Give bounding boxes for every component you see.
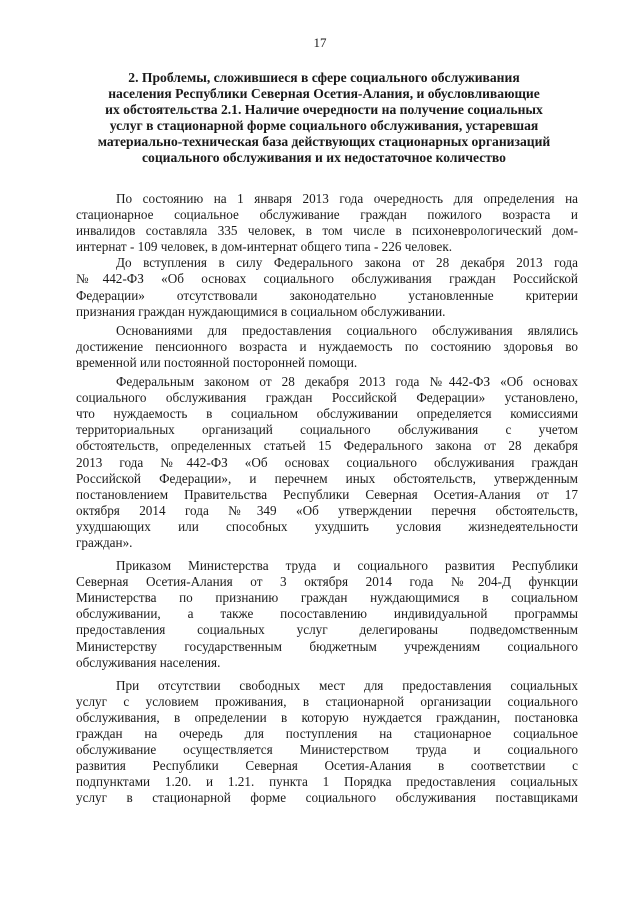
text-line: предоставления социальных услуг делегированы подведомственным xyxy=(76,622,578,638)
text-line: инвалидов составляла 335 человек, в том числе в психоневрологический дом- xyxy=(76,223,578,239)
text-line: обслуживания населения. xyxy=(76,654,221,670)
text-line: постановлением Правительства Республики Северная Осетия-Алания от 17 xyxy=(76,486,578,502)
paragraph xyxy=(76,374,578,551)
heading-line: 2. Проблемы, сложившиеся в сфере социального обслуживания xyxy=(128,70,520,85)
page-number: 17 xyxy=(313,35,327,50)
text-line: обслуживание осуществляется Министерством труда и социального xyxy=(76,742,578,758)
text-line: Министерства по признанию граждан нуждающимися в социальном xyxy=(76,590,578,606)
text-line: октября 2014 года №349 «Об утверждении перечня обстоятельств, xyxy=(76,502,578,518)
text-line: Основаниями для предоставления социального обслуживания являлись xyxy=(116,322,578,338)
text-line: Приказом Министерства труда и социального развития Республики xyxy=(116,558,578,574)
text-line: интернат - 109 человек, в дом-интернат общего типа - 226 человек. xyxy=(76,239,453,255)
paragraph xyxy=(76,255,578,319)
text-line: обслуживания, в определении в которую нуждается гражданин, постановка xyxy=(76,709,578,725)
text-line: При отсутствии свободных мест для предоставления социальных xyxy=(116,677,578,693)
text-line: 2013 года №442-ФЗ «Об основах социального обслуживания граждан xyxy=(76,454,578,470)
text-line: обстоятельств, определенных статьей 15 Федерального закона от 28 декабря xyxy=(76,438,578,454)
text-line: Российской Федерации», и перечнем иных обстоятельств, утвержденным xyxy=(76,470,578,486)
section-heading xyxy=(74,70,574,166)
text-line: Министерству государственным бюджетным учреждениям социального xyxy=(76,638,578,654)
paragraph xyxy=(76,323,578,371)
text-line: услуг в стационарной форме социального обслуживания поставщиками xyxy=(76,790,578,806)
text-line: ухудшающих или способных ухудшить условия жизнедеятельности xyxy=(76,518,578,534)
text-line: Федерации» отсутствовали законодательно установленные критерии xyxy=(76,287,578,303)
text-line: По состоянию на 1 января 2013 года очередность для определения на xyxy=(116,191,578,206)
heading-line: их обстоятельства 2.1. Наличие очередности на получение социальных xyxy=(105,102,543,117)
paragraph xyxy=(76,558,578,671)
heading-line: социального обслуживания и их недостаточное количество xyxy=(142,150,506,165)
paragraph xyxy=(76,191,578,255)
text-line: До вступления в силу Федерального закона от 28 декабря 2013 года xyxy=(116,255,578,271)
text-line: территориальных организаций социального обслуживания с учетом xyxy=(76,422,578,438)
text-line: социального обслуживания граждан Российской Федерации» установлено, xyxy=(76,390,578,406)
text-line: временной или постоянной посторонней помощи. xyxy=(76,354,358,370)
text-line: №442-ФЗ «Об основах социального обслуживания граждан Российской xyxy=(76,271,578,287)
text-line: что нуждаемость в социальном обслуживании определяется комиссиями xyxy=(76,406,578,422)
text-line: граждан на очередь для поступления на стационарное социальное xyxy=(76,726,578,741)
text-line: достижение пенсионного возраста и нуждаемость по состоянию здоровья во xyxy=(76,338,578,354)
body-text xyxy=(76,191,578,806)
text-line: подпунктами 1.20. и 1.21. пункта 1 Порядка предоставления социальных xyxy=(76,774,578,790)
heading-line: услуг в стационарной форме социального обслуживания, устаревшая xyxy=(109,118,539,133)
heading-line: материально-техническая база действующих стационарных организаций xyxy=(97,134,551,149)
text-line: признания граждан нуждающимися в социальном обслуживании. xyxy=(76,303,446,319)
text-line: развития Республики Северная Осетия-Алания в соответствии с xyxy=(76,758,578,774)
text-line: услуг с условием проживания, в стационарной организации социального xyxy=(76,693,578,709)
heading-line: населения Республики Северная Осетия-Алания, и обусловливающие xyxy=(108,86,540,101)
text-line: обслуживании, а также посоставлению индивидуальной программы xyxy=(76,606,578,622)
paragraph xyxy=(76,678,578,807)
text-line: Северная Осетия-Алания от 3 октября 2014 года №204-Д функции xyxy=(76,574,578,590)
text-line: граждан». xyxy=(76,534,133,550)
text-line: стационарное социальное обслуживание граждан пожилого возраста и xyxy=(76,207,578,223)
text-line: Федеральным законом от 28 декабря 2013 года №442-ФЗ «Об основах xyxy=(116,374,578,390)
